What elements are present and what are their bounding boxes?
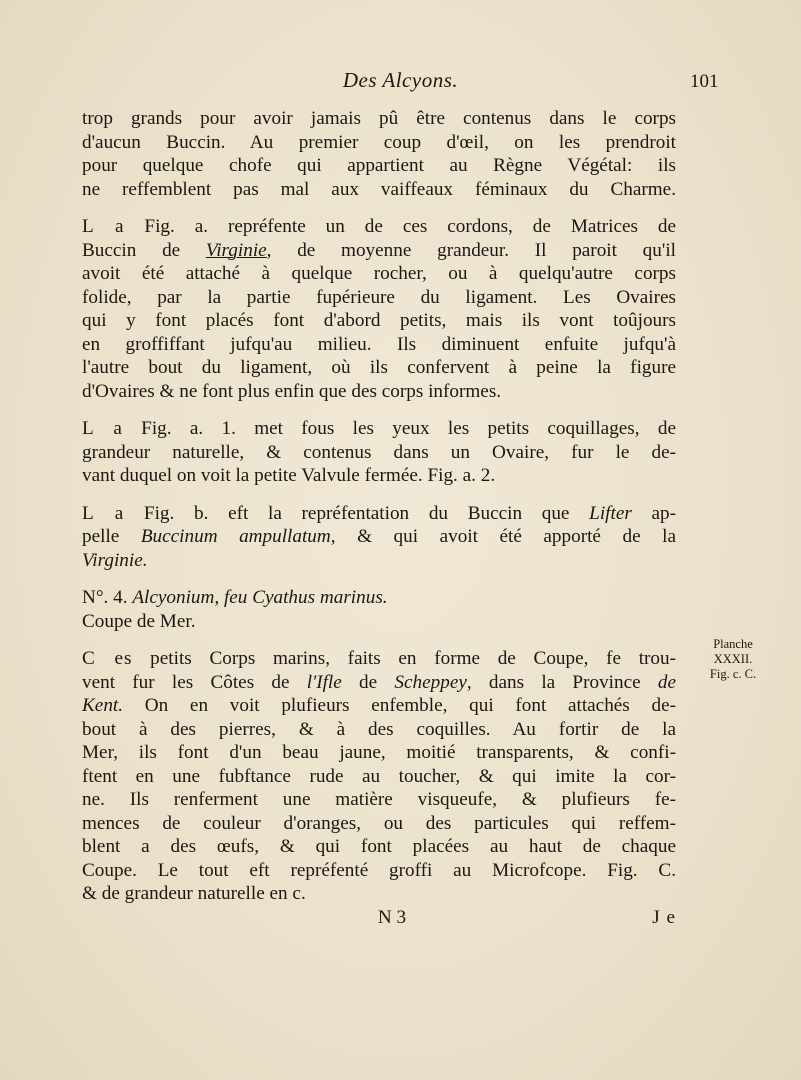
small-caps-lead: L a bbox=[82, 216, 125, 237]
text-line: ne reffemblent pas mal aux vaiffeaux féminaux du Charme. bbox=[82, 178, 676, 200]
text-line: ne. Ils renferment une matière visqueufe, & plufieurs fe- bbox=[82, 789, 676, 810]
text-line: vant duquel on voit la petite Valvule fermée. Fig. a. 2. bbox=[82, 465, 496, 486]
text-run: , & qui avoit été apporté de la bbox=[330, 526, 676, 547]
entry-number: N°. 4. bbox=[82, 587, 133, 608]
small-caps-lead: L a bbox=[82, 418, 123, 439]
signature-mark: N 3 bbox=[377, 906, 407, 928]
text-line bbox=[82, 671, 676, 695]
place-name: l'Ifle bbox=[306, 671, 342, 693]
text-line bbox=[82, 906, 676, 930]
entry-heading bbox=[82, 586, 676, 633]
species-name: Buccinum ampullatum bbox=[140, 526, 331, 547]
text-line bbox=[82, 525, 676, 549]
text-run: pelle bbox=[82, 526, 141, 547]
text-run: Fig. a. 1. met fous les yeux les petits coquillages, de bbox=[122, 418, 676, 439]
body-text bbox=[82, 107, 676, 929]
text-run: Fig. b. eft la repréfentation du Buccin que bbox=[124, 502, 590, 524]
text-line: folide, par la partie fupérieure du ligament. Les Ovaires bbox=[82, 286, 676, 308]
text-line: pour quelque chofe qui appartient au Règne Végétal: ils bbox=[82, 155, 676, 176]
place-name: Virginie bbox=[205, 239, 267, 261]
text-line: Mer, ils font d'un beau jaune, moitié transparents, & confi- bbox=[82, 742, 676, 763]
text-line: l'autre bout du ligament, où ils confervent à peine la figure bbox=[82, 357, 676, 378]
text-line: Virginie. bbox=[82, 549, 148, 571]
text-line: bout à des pierres, & à des coquilles. Au fortir de la bbox=[82, 718, 676, 740]
margin-note-line: Planche bbox=[713, 637, 753, 651]
catchword: J e bbox=[652, 906, 676, 928]
text-run: de bbox=[657, 671, 676, 693]
text-run: de bbox=[341, 671, 395, 693]
text-line bbox=[82, 586, 676, 610]
text-line: grandeur naturelle, & contenus dans un Ovaire, fur le de- bbox=[82, 441, 676, 463]
running-title: Des Alcyons. bbox=[342, 68, 459, 92]
place-name: Scheppey bbox=[394, 671, 467, 693]
text-line bbox=[82, 239, 676, 263]
page-footer bbox=[82, 906, 676, 930]
text-line: d'aucun Buccin. Au premier coup d'œil, on les prendroit bbox=[82, 131, 676, 153]
text-line bbox=[82, 502, 676, 526]
text-line: d'Ovaires & ne font plus enfin que des corps informes. bbox=[82, 380, 502, 402]
paragraph-1 bbox=[82, 107, 676, 201]
text-run: On en voit plufieurs enfemble, qui font attachés de- bbox=[123, 695, 676, 716]
text-line: avoit été attaché à quelque rocher, ou à quelqu'autre corps bbox=[82, 263, 676, 284]
text-line bbox=[82, 417, 676, 441]
text-line bbox=[82, 215, 676, 239]
place-name: Kent. bbox=[82, 695, 124, 716]
text-line: mences de couleur d'oranges, ou des particules qui reffem- bbox=[82, 812, 676, 834]
text-line: & de grandeur naturelle en c. bbox=[82, 883, 306, 904]
paragraph-3 bbox=[82, 417, 676, 488]
paragraph-2 bbox=[82, 215, 676, 403]
page-number: 101 bbox=[690, 71, 719, 92]
text-run: , dans la Province bbox=[466, 671, 658, 693]
text-line: qui y font placés font d'abord petits, mais ils vont toûjours bbox=[82, 310, 676, 331]
text-line bbox=[82, 694, 676, 718]
text-run: Fig. a. repréfente un de ces cordons, de Matrices de bbox=[124, 216, 676, 237]
text-run: ap- bbox=[631, 502, 677, 524]
text-line: blent a des œufs, & qui font placées au haut de chaque bbox=[82, 836, 676, 857]
margin-note-line: XXXII. bbox=[713, 652, 753, 666]
text-run: Buccin de bbox=[82, 239, 206, 261]
margin-note bbox=[678, 637, 788, 682]
text-run: vent fur les Côtes de bbox=[82, 671, 307, 693]
margin-note-line: Fig. c. C. bbox=[709, 667, 757, 681]
small-caps-lead: L a bbox=[82, 502, 125, 524]
text-line: ftent en une fubftance rude au toucher, & qui imite la cor- bbox=[82, 765, 676, 787]
text-line bbox=[82, 647, 676, 671]
text-run: petits Corps marins, faits en forme de Coupe, fe trou- bbox=[132, 648, 676, 669]
author-name: Lifter bbox=[589, 502, 632, 524]
text-line: trop grands pour avoir jamais pû être contenus dans le corps bbox=[82, 108, 676, 129]
text-line: Coupe de Mer. bbox=[82, 610, 196, 632]
text-run: , de moyenne grandeur. Il paroit qu'il bbox=[266, 239, 676, 261]
paragraph-6 bbox=[82, 647, 676, 906]
text-line: en groffiffant jufqu'au milieu. Ils diminuent enfuite jufqu'à bbox=[82, 333, 676, 355]
text-line: Coupe. Le tout eft repréfenté groffi au Microfcope. Fig. C. bbox=[82, 859, 676, 881]
entry-title: Alcyonium, feu Cyathus marinus. bbox=[132, 587, 388, 608]
paragraph-4 bbox=[82, 502, 676, 573]
small-caps-lead: C es bbox=[82, 648, 133, 669]
